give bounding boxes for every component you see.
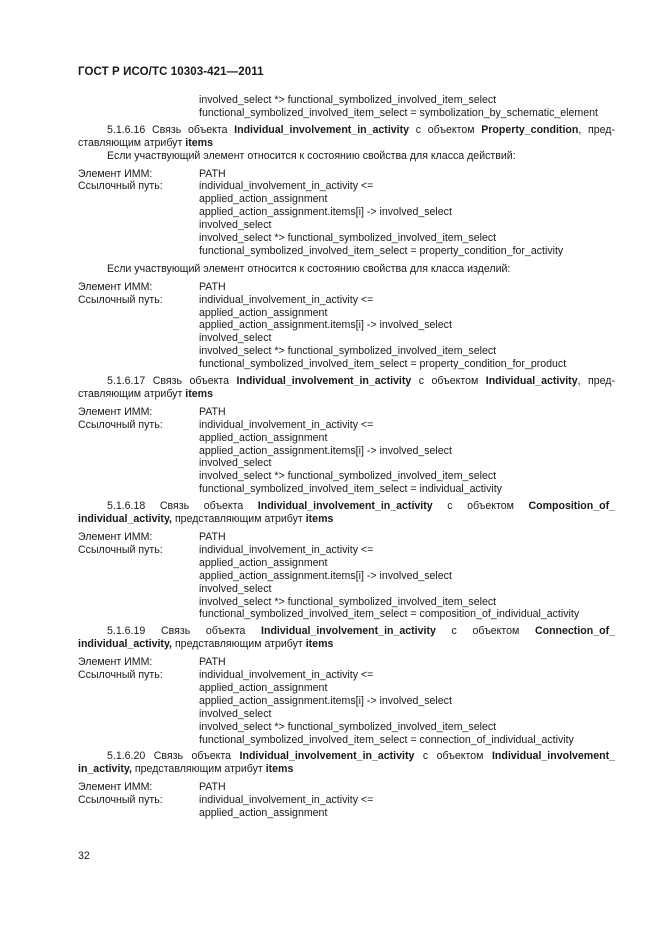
text-run: представляющим атрибут xyxy=(131,763,266,776)
entity-name: Individual_involvement_in_activity xyxy=(236,375,412,388)
section-heading xyxy=(78,625,615,651)
path-line: individual_involvement_in_activity <= xyxy=(199,543,374,556)
path-line: applied_action_assignment.items[i] -> involved_select xyxy=(199,319,452,332)
entity-name: Individual_activity xyxy=(485,375,578,388)
section-heading-line xyxy=(78,388,615,401)
section-heading xyxy=(78,124,615,150)
section-heading-line xyxy=(78,500,615,513)
entity-name: Individual_involvement_ xyxy=(491,750,615,763)
entity-name: Individual_involvement_in_activity xyxy=(261,625,436,638)
entity-name: Property_condition xyxy=(481,123,579,136)
entity-name: Individual_involvement_in_activity xyxy=(257,500,433,513)
reference-path-label: Ссылочный путь: xyxy=(78,543,163,556)
path-line: applied_action_assignment xyxy=(199,556,328,569)
section-heading-line xyxy=(78,638,615,651)
condition-note: Если участвующий элемент относится к состоянию свойства для класса действий: xyxy=(107,149,516,162)
document-body xyxy=(78,94,615,820)
path-line: applied_action_assignment.items[i] -> involved_select xyxy=(199,444,452,457)
path-line: applied_action_assignment xyxy=(199,431,328,444)
section-heading-line xyxy=(78,124,615,137)
path-line: involved_select *> functional_symbolized_involved_item_select xyxy=(199,345,497,358)
text-run: с объектом xyxy=(409,123,482,136)
arm-element-value: PATH xyxy=(199,531,226,543)
section-heading-line xyxy=(78,763,615,776)
text-run: с объектом xyxy=(435,625,535,638)
reference-path-label: Ссылочный путь: xyxy=(78,418,163,431)
arm-element-value: PATH xyxy=(199,280,226,293)
path-line: individual_involvement_in_activity <= xyxy=(199,418,374,431)
path-line: functional_symbolized_involved_item_select = composition_of_individual_activity xyxy=(199,608,580,621)
reference-path-row xyxy=(78,669,615,682)
text-run: ставляющим атрибут xyxy=(78,387,186,400)
path-line: applied_action_assignment xyxy=(199,681,328,694)
path-line: involved_select xyxy=(199,219,272,232)
path-line: functional_symbolized_involved_item_select = property_condition_for_activity xyxy=(199,244,564,257)
entity-name: items xyxy=(185,387,213,400)
arm-element-row xyxy=(78,281,615,294)
arm-element-label: Элемент ИММ: xyxy=(78,167,153,180)
entity-name: Connection_of_ xyxy=(534,625,615,638)
text-run: представляющим атрибут xyxy=(172,513,306,526)
path-line: involved_select xyxy=(199,582,272,595)
path-line: applied_action_assignment.items[i] -> involved_select xyxy=(199,569,452,582)
text-run: 5.1.6.19 Связь объекта xyxy=(107,625,262,638)
arm-element-row xyxy=(78,531,615,544)
text-run: 5.1.6.20 Связь объекта xyxy=(107,750,240,763)
arm-element-value: PATH xyxy=(199,781,226,794)
reference-path-row xyxy=(78,180,615,193)
path-line: applied_action_assignment xyxy=(199,193,328,206)
arm-element-label: Элемент ИММ: xyxy=(78,656,153,669)
text-run: , пред- xyxy=(578,123,615,136)
path-line: involved_select xyxy=(199,332,272,345)
page-number: 32 xyxy=(78,850,90,862)
reference-path-row xyxy=(78,544,615,557)
section-heading-line xyxy=(78,137,615,150)
text-run: 5.1.6.18 Связь объекта xyxy=(107,500,258,513)
arm-element-value: PATH xyxy=(199,656,226,669)
entity-name: Individual_involvement_in_activity xyxy=(234,123,410,136)
arm-element-row xyxy=(78,656,615,669)
arm-element-row xyxy=(78,168,615,181)
reference-path-label: Ссылочный путь: xyxy=(78,293,163,306)
path-line: involved_select *> functional_symbolized_involved_item_select xyxy=(199,720,497,733)
entity-name: items xyxy=(265,763,294,776)
reference-path-row xyxy=(78,794,615,807)
reference-path-row xyxy=(78,419,615,432)
path-line: involved_select *> functional_symbolized_involved_item_select xyxy=(199,232,497,245)
condition-note: Если участвующий элемент относится к состоянию свойства для класса изделий: xyxy=(107,262,511,275)
path-line: applied_action_assignment.items[i] -> involved_select xyxy=(199,206,452,219)
section-heading-line xyxy=(78,513,615,526)
text-run: с объектом xyxy=(432,500,529,513)
path-line: applied_action_assignment.items[i] -> involved_select xyxy=(199,694,452,707)
text-run: 5.1.6.17 Связь объекта xyxy=(107,375,237,388)
path-line: involved_select xyxy=(199,707,272,720)
text-run: 5.1.6.16 Связь объекта xyxy=(107,123,235,136)
section-heading-line xyxy=(78,375,615,388)
path-line: functional_symbolized_involved_item_select = individual_activity xyxy=(199,483,502,496)
arm-element-label: Элемент ИММ: xyxy=(78,280,153,293)
path-line: functional_symbolized_involved_item_select = symbolization_by_schematic_element xyxy=(199,106,598,119)
entity-name: individual_activity, xyxy=(78,513,172,526)
arm-element-value: PATH xyxy=(199,167,226,180)
path-line: involved_select *> functional_symbolized_involved_item_select xyxy=(199,470,497,483)
entity-name: items xyxy=(305,638,334,651)
path-line: functional_symbolized_involved_item_select = connection_of_individual_activity xyxy=(199,733,574,746)
path-line: involved_select xyxy=(199,457,272,470)
path-line: individual_involvement_in_activity <= xyxy=(199,293,374,306)
path-line: individual_involvement_in_activity <= xyxy=(199,180,374,193)
entity-name: individual_activity, xyxy=(78,638,172,651)
entity-name: in_activity, xyxy=(78,763,132,776)
entity-name: Individual_involvement_in_activity xyxy=(239,750,415,763)
entity-name: items xyxy=(305,513,334,526)
reference-path-row xyxy=(78,294,615,307)
text-run: представляющим атрибут xyxy=(172,638,306,651)
section-heading xyxy=(78,750,615,776)
arm-element-row xyxy=(78,781,615,794)
path-line: individual_involvement_in_activity <= xyxy=(199,794,374,807)
section-heading-line xyxy=(78,625,615,638)
arm-element-label: Элемент ИММ: xyxy=(78,781,153,794)
section-heading xyxy=(78,500,615,526)
entity-name: items xyxy=(185,136,213,149)
arm-element-row xyxy=(78,406,615,419)
reference-path-label: Ссылочный путь: xyxy=(78,794,163,807)
path-line: involved_select *> functional_symbolized_involved_item_select xyxy=(199,595,497,608)
reference-path-label: Ссылочный путь: xyxy=(78,669,163,682)
text-run: с объектом xyxy=(411,375,486,388)
page-header-title: ГОСТ Р ИСО/ТС 10303-421—2011 xyxy=(78,66,264,78)
path-line: applied_action_assignment xyxy=(199,306,328,319)
entity-name: Composition_of_ xyxy=(528,500,615,513)
text-run: , пред- xyxy=(577,375,615,388)
section-heading-line xyxy=(78,750,615,763)
section-heading xyxy=(78,375,615,401)
arm-element-label: Элемент ИММ: xyxy=(78,531,153,543)
reference-path-label: Ссылочный путь: xyxy=(78,180,163,193)
arm-element-value: PATH xyxy=(199,405,226,418)
path-line: applied_action_assignment xyxy=(199,807,328,820)
path-line: individual_involvement_in_activity <= xyxy=(199,669,374,682)
path-line: involved_select *> functional_symbolized_involved_item_select xyxy=(199,94,497,106)
text-run: ставляющим атрибут xyxy=(78,136,186,149)
text-run: с объектом xyxy=(414,750,492,763)
arm-element-label: Элемент ИММ: xyxy=(78,405,153,418)
path-line: functional_symbolized_involved_item_select = property_condition_for_product xyxy=(199,358,567,371)
